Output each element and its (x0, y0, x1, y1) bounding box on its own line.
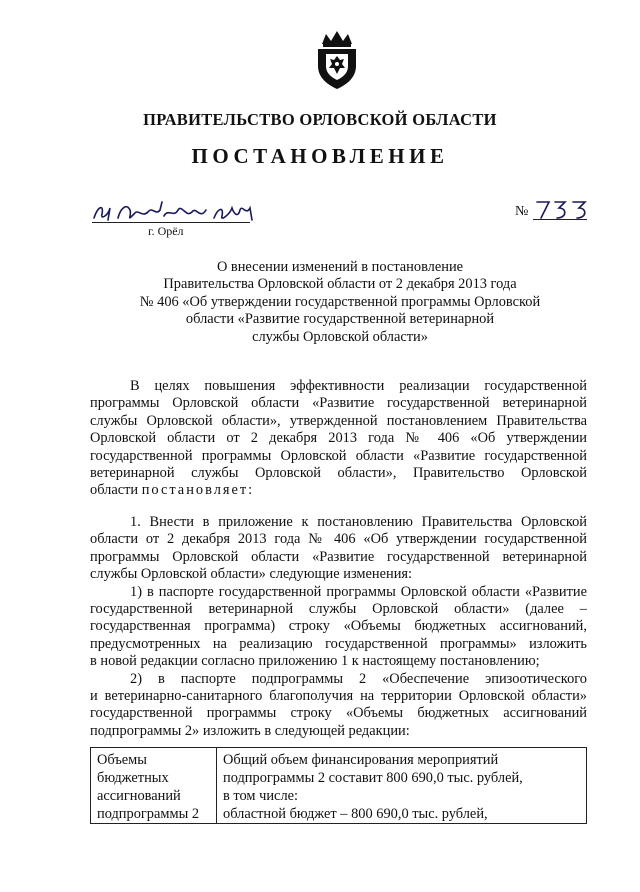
table-label-line: ассигнований (97, 788, 181, 804)
subject-line: Правительства Орловской области от 2 декабря 2013 года (163, 276, 517, 293)
decree-line: 1. Внести в приложение к постановлению Правительства Орловской (130, 514, 587, 530)
table-value-line: Общий объем финансирования мероприятий (223, 752, 499, 768)
table-row (91, 748, 587, 824)
table-label-line: Объемы (97, 752, 147, 768)
decree-line: 2) в паспорте подпрограммы 2 «Обеспечение эпизоотического (130, 670, 587, 687)
preamble-line: государственной программы Орловской области «Развитие государственной (90, 447, 587, 464)
decree-section (90, 514, 587, 740)
number-sign: № (515, 204, 529, 219)
decree-line: предусмотренных на реализацию государственной программы» изложить (90, 635, 587, 652)
preamble-line: программы Орловской области «Развитие государственной ветеринарной (90, 395, 587, 412)
table-label-line: бюджетных (97, 770, 169, 786)
decree-line: в новой редакции согласно приложению 1 к настоящему постановлению; (90, 653, 540, 670)
decree-line: программы Орловской области «Развитие государственной ветеринарной (90, 548, 587, 565)
table-value-line: областной бюджет – 800 690,0 тыс. рублей, (223, 806, 488, 822)
coat-of-arms-emblem (312, 30, 362, 90)
document-subject (80, 259, 600, 346)
subject-line: № 406 «Об утверждении государственной программы Орловской (139, 293, 541, 310)
table-value-line: подпрограммы 2 составит 800 690,0 тыс. рублей, (223, 770, 523, 786)
city-label: г. Орёл (148, 224, 184, 238)
preamble-line: ветеринарной службы Орловской области», Правительство Орловской (90, 465, 587, 482)
resolves-word: постановляет: (141, 482, 255, 499)
table-label-cell (91, 748, 217, 824)
decree-line: 1) в паспорте государственной программы Орловской области «Развитие (130, 583, 587, 600)
preamble-line: В целях повышения эффективности реализации государственной (130, 378, 587, 394)
preamble-last-line (90, 482, 587, 499)
table-value-line: в том числе: (223, 788, 299, 804)
table-value-cell (217, 748, 587, 824)
decree-line: государственной ветеринарной службы Орловской области» (далее – (90, 601, 587, 618)
table-label-line: подпрограммы 2 (97, 806, 200, 822)
budget-table (90, 747, 587, 824)
decree-line: области от 2 декабря 2013 года № 406 «Об утверждении государственной (90, 531, 587, 548)
decree-line: государственной программы строку «Объемы бюджетных ассигнований (90, 705, 587, 722)
organization-title: ПРАВИТЕЛЬСТВО ОРЛОВСКОЙ ОБЛАСТИ (143, 110, 497, 129)
subject-line: службы Орловской области» (252, 328, 428, 345)
preamble-line: Орловской области от 2 декабря 2013 года № 406 «Об утверждении (90, 430, 587, 447)
preamble-prefix: области (90, 482, 142, 499)
number-underline (533, 219, 587, 220)
document-type-title: ПОСТАНОВЛЕНИЕ (191, 144, 449, 168)
decree-line: государственная программа) строку «Объемы бюджетных ассигнований, (90, 618, 587, 635)
decree-line: службы Орловской области» следующие изменения: (90, 566, 413, 583)
decree-line: и ветеринарно-санитарного благополучия на территории Орловской области» (90, 688, 587, 705)
preamble-paragraph (90, 378, 587, 500)
preamble-line: службы Орловской области», утвержденной постановлением Правительства (90, 412, 587, 429)
decree-line: подпрограммы 2» изложить в следующей редакции: (90, 722, 410, 739)
subject-line: О внесении изменений в постановление (216, 259, 464, 275)
subject-line: области «Развитие государственной ветеринарной (185, 311, 495, 328)
date-underline (92, 222, 250, 223)
